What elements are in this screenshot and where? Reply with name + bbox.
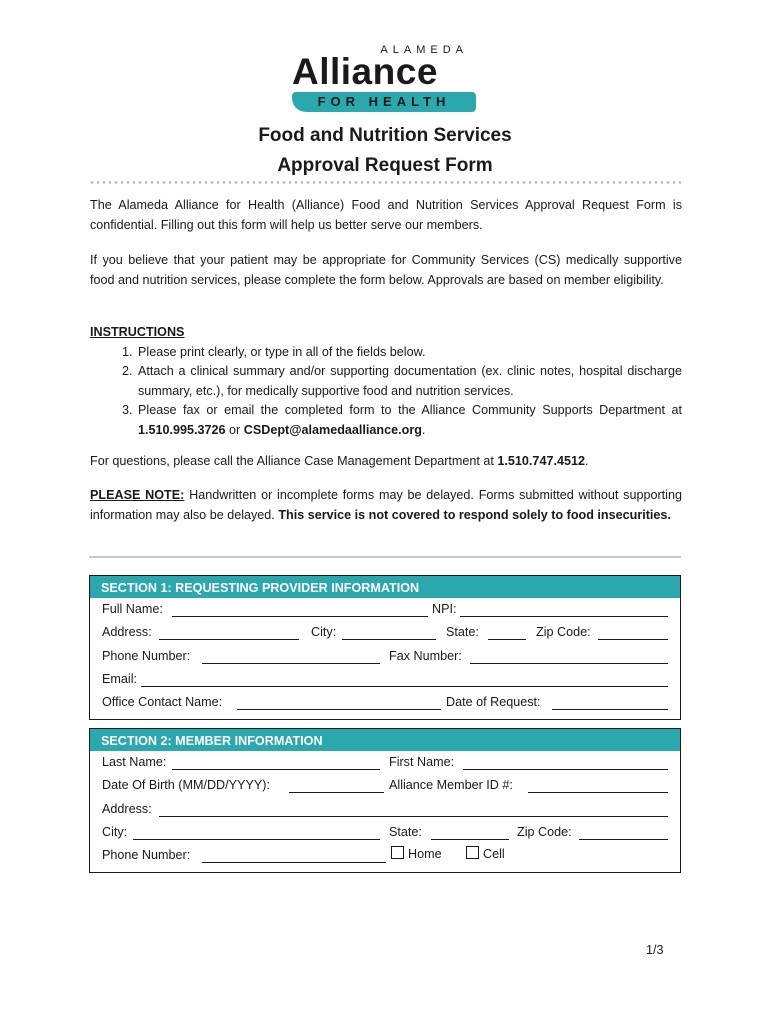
npi-label: NPI: — [432, 602, 457, 616]
date-request-label: Date of Request: — [446, 695, 541, 710]
alliance-logo — [290, 44, 480, 114]
fax-label: Fax Number: — [389, 648, 462, 663]
full-name-label: Full Name: — [102, 602, 163, 616]
phone-label: Phone Number: — [102, 648, 191, 663]
office-contact-field[interactable] — [237, 709, 441, 710]
member-city-label: City: — [102, 824, 128, 839]
member-phone-field[interactable] — [202, 862, 386, 863]
questions-paragraph: For questions, please call the Alliance Case Management Department at 1.510.747.4512. — [90, 454, 589, 468]
state-label: State: — [446, 625, 479, 640]
note-label: PLEASE NOTE: — [90, 488, 185, 502]
section2-member-info — [89, 728, 681, 873]
date-request-field[interactable] — [552, 709, 668, 710]
instruction-item-1: 1. Please print clearly, or type in all of the fields below. — [136, 343, 682, 363]
email-label: Email: — [102, 671, 137, 686]
phone-field[interactable] — [202, 663, 380, 664]
member-id-field[interactable] — [528, 792, 668, 793]
dob-label: Date Of Birth (MM/DD/YYYY): — [102, 778, 270, 793]
first-name-label: First Name: — [389, 755, 455, 769]
member-zip-label: Zip Code: — [517, 824, 572, 839]
last-name-field[interactable] — [172, 769, 380, 770]
first-name-field[interactable] — [463, 769, 668, 770]
zip-field[interactable] — [598, 639, 668, 640]
section-divider — [89, 556, 681, 558]
city-field[interactable] — [342, 639, 436, 640]
full-name-field[interactable] — [172, 616, 428, 617]
zip-label: Zip Code: — [536, 625, 591, 640]
address-field[interactable] — [159, 639, 299, 640]
fax-number: 1.510.995.3726 — [138, 422, 226, 437]
section2-title: SECTION 2: MEMBER INFORMATION — [90, 729, 680, 751]
cell-checkbox[interactable] — [466, 846, 479, 859]
dotted-divider — [89, 181, 681, 184]
instruction-item-3: 3. Please fax or email the completed form to the Alliance Community Supports Department at 1.510.995.3726 or CSDept@alamedaalliance.org. — [136, 401, 682, 440]
eligibility-paragraph: If you believe that your patient may be appropriate for Community Services (CS) medically supportive food and nutrition services, please complete the form below. Approvals are based on member eligibility. — [90, 253, 682, 287]
logo-for-health: FOR HEALTH — [292, 92, 476, 112]
member-address-label: Address: — [102, 801, 152, 816]
note-bold: This service is not covered to respond solely to food insecurities. — [278, 507, 671, 522]
instructions-heading: INSTRUCTIONS — [90, 325, 185, 339]
intro-paragraph: The Alameda Alliance for Health (Alliance) Food and Nutrition Services Approval Request Form is confidential. Filling out this form will help us better serve our members. — [90, 198, 682, 232]
address-label: Address: — [102, 625, 152, 640]
fax-field[interactable] — [470, 663, 668, 664]
npi-field[interactable] — [460, 616, 668, 617]
instruction-item-2: 2. Attach a clinical summary and/or supporting documentation (ex. clinic notes, hospital discharge summary, etc.), for medically supportive food and nutrition services. — [136, 362, 682, 401]
member-id-label: Alliance Member ID #: — [389, 778, 513, 793]
member-state-label: State: — [389, 824, 422, 839]
cell-label: Cell — [483, 847, 505, 862]
instructions-block — [90, 323, 682, 440]
office-contact-label: Office Contact Name: — [102, 695, 223, 710]
page-number: 1/3 — [646, 943, 664, 957]
instructions-list — [90, 343, 682, 441]
member-phone-label: Phone Number: — [102, 848, 191, 863]
email-address[interactable]: CSDept@alamedaalliance.org — [243, 422, 422, 437]
form-title-line2: Approval Request Form — [277, 155, 493, 176]
member-address-field[interactable] — [159, 816, 668, 817]
email-field[interactable] — [141, 686, 668, 687]
member-zip-field[interactable] — [579, 839, 668, 840]
section1-provider-info — [89, 575, 681, 720]
member-city-field[interactable] — [133, 839, 380, 840]
note-paragraph: PLEASE NOTE: Handwritten or incomplete forms may be delayed. Forms submitted without supporting information may also be delayed. This service is not covered to respond solely to food insecurities. — [90, 488, 682, 522]
cell-option[interactable] — [466, 846, 505, 861]
form-title-line1: Food and Nutrition Services — [258, 125, 512, 146]
dob-field[interactable] — [289, 792, 384, 793]
home-option[interactable] — [391, 846, 442, 861]
home-label: Home — [408, 847, 442, 862]
logo-alliance: Alliance — [292, 51, 438, 92]
member-state-field[interactable] — [431, 839, 509, 840]
last-name-label: Last Name: — [102, 755, 167, 769]
state-field[interactable] — [488, 639, 526, 640]
logo-alameda: ALAMEDA — [380, 44, 468, 56]
home-checkbox[interactable] — [391, 846, 404, 859]
section1-title: SECTION 1: REQUESTING PROVIDER INFORMATION — [90, 576, 680, 598]
city-label: City: — [311, 625, 337, 640]
case-management-phone: 1.510.747.4512 — [497, 454, 585, 468]
